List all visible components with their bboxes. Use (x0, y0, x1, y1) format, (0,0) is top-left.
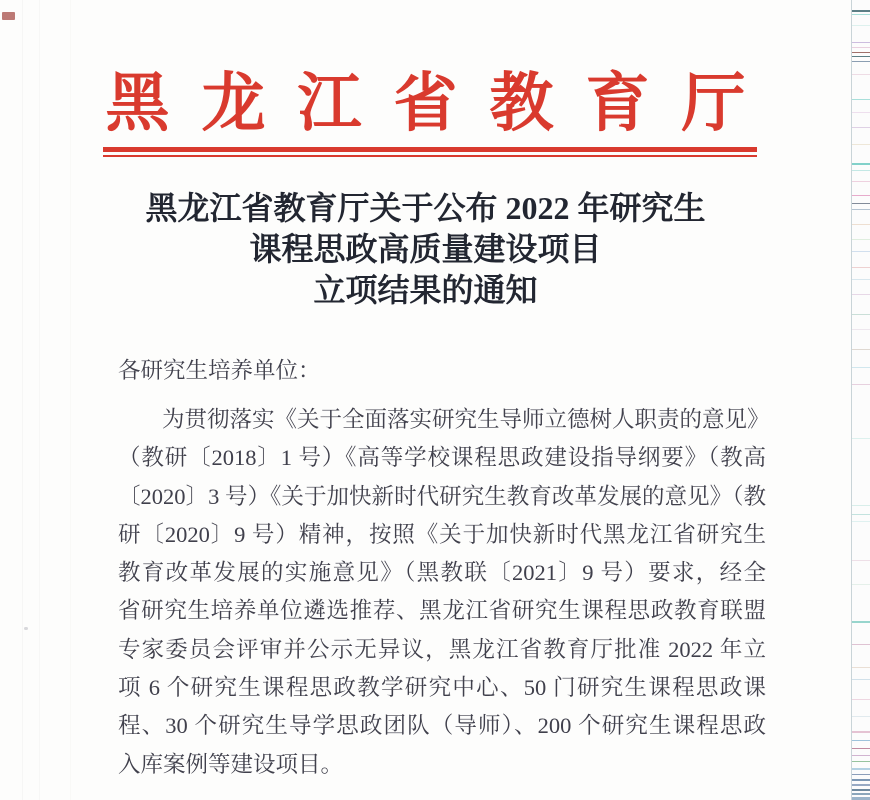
scan-noise-line (852, 774, 870, 775)
title-line-2: 课程思政高质量建设项目 (249, 231, 602, 267)
scan-noise-line (852, 144, 870, 145)
scan-noise-line (852, 279, 870, 280)
red-header-rule (103, 147, 757, 157)
scan-noise-line (852, 367, 870, 368)
scan-noise-line (852, 181, 870, 182)
body-line: 为贯彻落实《关于全面落实研究生导师立德树人职责的意见》 (162, 407, 770, 432)
scan-noise-line (852, 621, 870, 623)
scan-noise-line (852, 514, 870, 515)
scan-noise-line (852, 112, 870, 113)
scan-noise-line (852, 170, 870, 171)
scan-noise-line (852, 42, 870, 43)
scan-noise-line (852, 560, 870, 561)
scan-noise-line (852, 761, 870, 762)
scan-noise-line (852, 52, 870, 53)
scan-noise-line (852, 267, 870, 268)
scan-noise-line (852, 61, 870, 62)
scan-noise-line (852, 384, 870, 385)
document-body (118, 352, 770, 784)
scan-noise-line (852, 667, 870, 668)
scan-noise-line (852, 731, 870, 733)
scan-dot-artifact (24, 627, 28, 630)
scan-noise-line (852, 679, 870, 680)
body-line: 专家委员会评审并公示无异议，黑龙江省教育厅批准 2022 年立 (118, 636, 766, 662)
scan-noise-line (852, 294, 870, 295)
body-line: 程、30 个研究生导学思政团队（导师）、200 个研究生课程思政 (118, 713, 766, 739)
body-paragraph (118, 401, 770, 784)
body-line: 教育改革发展的实施意见》（黑教联〔2021〕9 号）要求，经全 (118, 560, 766, 586)
scan-noise-line (852, 644, 870, 645)
scan-noise-line (852, 10, 870, 12)
scan-noise-line (852, 47, 870, 48)
scan-noise-line (852, 699, 870, 700)
title-line-1: 黑龙江省教育厅关于公布 2022 年研究生 (145, 190, 706, 226)
body-line: 〔2020〕3 号）《关于加快新时代研究生教育改革发展的意见》（教 (118, 483, 766, 509)
body-line: 省研究生培养单位遴选推荐、黑龙江省研究生课程思政教育联盟 (118, 598, 766, 624)
scan-noise-line (852, 25, 870, 26)
scan-noise-line (852, 74, 870, 75)
scan-noise-line (852, 505, 870, 506)
document-title (0, 188, 851, 311)
body-line: 项 6 个研究生课程思政教学研究中心、50 门研究生课程思政课 (118, 675, 766, 701)
scan-noise-line (852, 755, 870, 756)
scan-noise-line (852, 768, 870, 770)
scan-noise-line (852, 716, 870, 717)
scan-noise-line (852, 195, 870, 196)
body-line: 研〔2020〕9 号）精神，按照《关于加快新时代黑龙江省研究生 (118, 521, 766, 547)
scan-noise-line (852, 163, 870, 165)
scan-noise-line (852, 224, 870, 225)
body-line: 入库案例等建设项目。 (118, 751, 344, 777)
scan-noise-line (852, 56, 870, 57)
scan-noise-line (852, 209, 870, 210)
scan-noise-line (852, 784, 870, 786)
scan-noise-line (852, 521, 870, 522)
red-corner-mark (2, 12, 15, 20)
scan-noise-line (852, 203, 870, 204)
scan-noise-line (852, 740, 870, 741)
salutation: 各研究生培养单位： (118, 358, 321, 383)
scan-noise-line (852, 314, 870, 315)
scan-edge-strip (852, 0, 870, 800)
title-line-3: 立项结果的通知 (313, 272, 538, 308)
scan-noise-line (852, 127, 870, 128)
body-line: （教研〔2018〕1 号）《高等学校课程思政建设指导纲要》（教高 (118, 445, 766, 471)
scan-noise-line (852, 584, 870, 585)
scan-noise-line (852, 779, 870, 781)
scan-noise-line (852, 329, 870, 330)
scan-noise-line (852, 251, 870, 252)
agency-header: 黑龙江省教育厅 (105, 68, 778, 139)
scan-noise-line (852, 239, 870, 240)
scan-noise-line (852, 14, 870, 15)
scan-noise-line (852, 748, 870, 749)
scan-noise-line (852, 349, 870, 350)
scan-noise-line (852, 438, 870, 439)
scan-noise-line (852, 789, 870, 791)
scan-noise-line (852, 99, 870, 100)
scan-noise-line (852, 793, 870, 795)
